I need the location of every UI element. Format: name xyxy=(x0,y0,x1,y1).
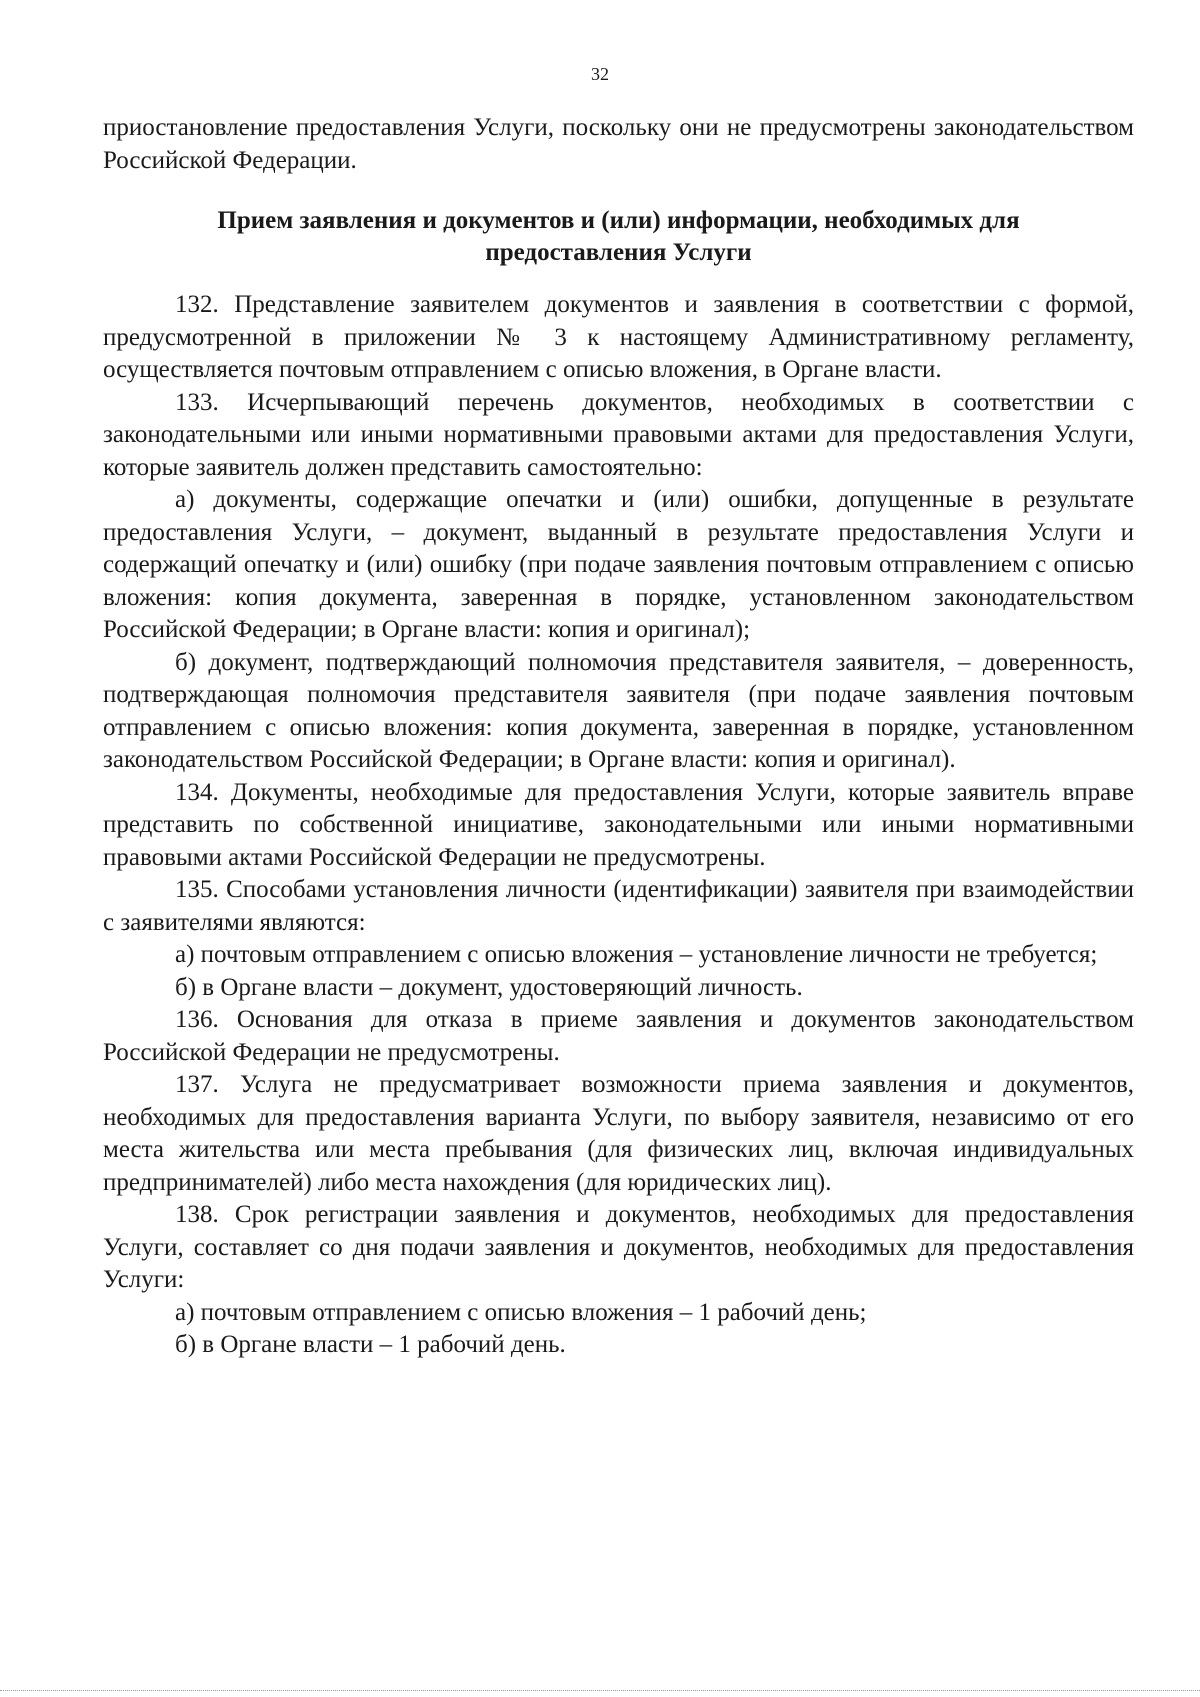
paragraph-138: 138. Срок регистрации заявления и документов, необходимых для предоставления Услуги, составляет со дня подачи заявления и документов, необходимых для предоставления Услуги: xyxy=(103,1201,1134,1293)
paragraph-135-a: а) почтовым отправлением с описью вложения – установление личности не требуется; xyxy=(175,941,1098,968)
paragraph-138-b: б) в Органе власти – 1 рабочий день. xyxy=(175,1331,566,1358)
paragraph-135-b: б) в Органе власти – документ, удостоверяющий личность. xyxy=(175,973,803,1001)
section-title xyxy=(103,205,1134,269)
page-number: 32 xyxy=(591,64,609,84)
paragraph-137: 137. Услуга не предусматривает возможности приема заявления и документов, необходимых для предоставления варианта Услуги, по выбору заявителя, независимо от его места жительства или места пребывания (для физических лиц, включая индивидуальных предпринимателей) либо места нахождения (для юридических лиц). xyxy=(103,1071,1134,1196)
section-title-line-2: предоставления Услуги xyxy=(485,239,752,266)
paragraph-132: 132. Представление заявителем документов и заявления в соответствии с формой, предусмотренной в приложении № 3 к настоящему Административному регламенту, осуществляется почтовым отправлением с описью вложения, в Органе власти. xyxy=(103,291,1134,383)
paragraph-138-a: а) почтовым отправлением с описью вложения – 1 рабочий день; xyxy=(175,1298,867,1326)
paragraph-133-b: б) документ, подтверждающий полномочия представителя заявителя, – доверенность, подтверждающая полномочия представителя заявителя (при подаче заявления почтовым отправлением с описью вложения: копия документа, заверенная в порядке, установленном законодательством Российской Федерации; в Органе власти: копия и оригинал). xyxy=(103,648,1134,773)
document-body xyxy=(103,112,1134,1362)
paragraph-133: 133. Исчерпывающий перечень документов, необходимых в соответствии с законодательными или иными нормативными правовыми актами для предоставления Услуги, которые заявитель должен представить самостоятельно: xyxy=(103,388,1134,481)
paragraph-135: 135. Способами установления личности (идентификации) заявителя при взаимодействии с заявителями являются: xyxy=(103,876,1134,936)
scan-bottom-edge xyxy=(0,1690,1200,1691)
paragraph-133-a: а) документы, содержащие опечатки и (или) ошибки, допущенные в результате предоставления Услуги, – документ, выданный в результате предоставления Услуги и содержащий опечатку и (или) ошибку (при подаче заявления почтовым отправлением с описью вложения: копия документа, заверенная в порядке, установленном законодательством Российской Федерации; в Органе власти: копия и оригинал); xyxy=(103,486,1134,643)
section-title-line-1: Прием заявления и документов и (или) информации, необходимых для xyxy=(217,207,1020,234)
paragraph-136: 136. Основания для отказа в приеме заявления и документов законодательством Российской Федерации не предусмотрены. xyxy=(103,1006,1134,1066)
intro-paragraph: приостановление предоставления Услуги, поскольку они не предусмотрены законодательством Российской Федерации. xyxy=(103,114,1134,174)
paragraph-134: 134. Документы, необходимые для предоставления Услуги, которые заявитель вправе представить по собственной инициативе, законодательными или иными нормативными правовыми актами Российской Федерации не предусмотрены. xyxy=(103,778,1134,871)
